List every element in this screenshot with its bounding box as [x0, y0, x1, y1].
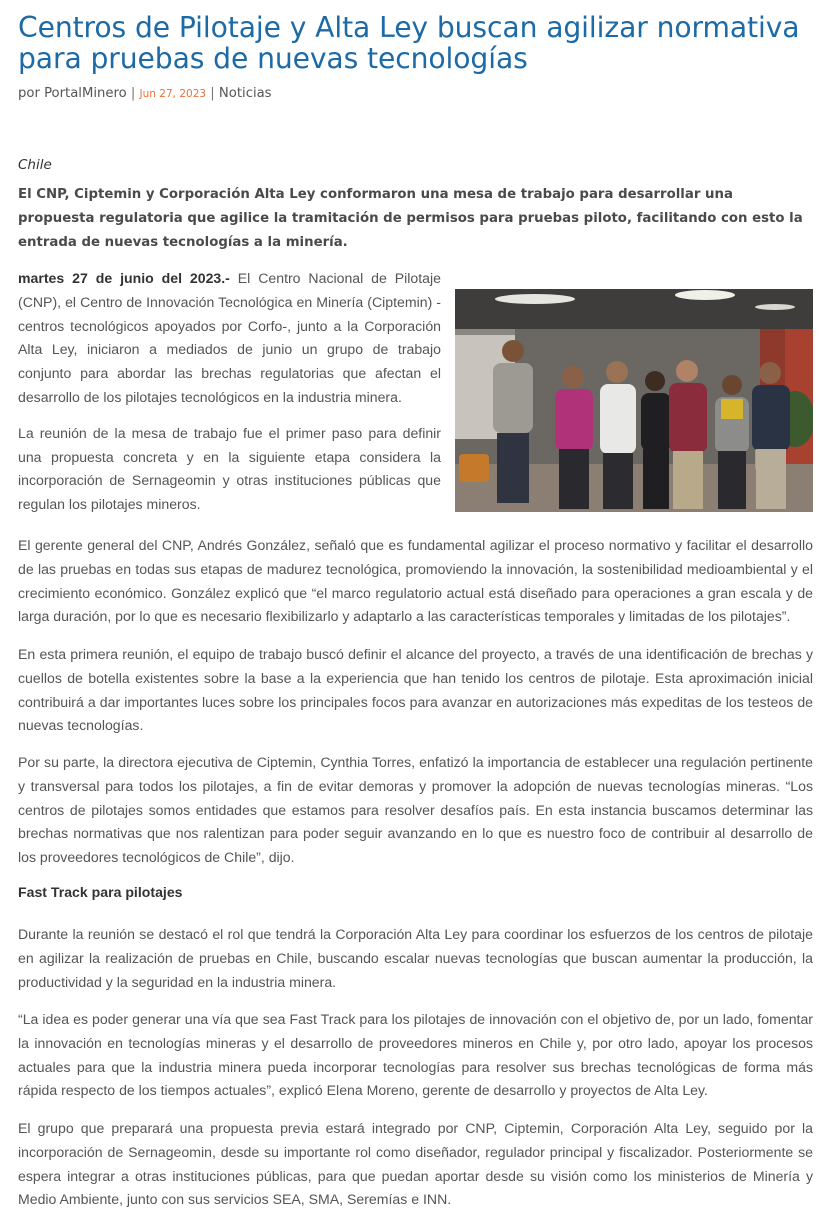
paragraph-8: El grupo que preparará una propuesta previa estará integrado por CNP, Ciptemin, Corporación Alta Ley, seguido por la incorporación de Sernageomin, desde su importante rol como diseñador, regulador principal y fiscalizador. Posteriormente se espera integrar a otras instituciones públicas, para que puedan aportar desde su visión como los ministerios de Minería y Medio Ambiente, junto con sus servicios SEA, SMA, Seremías e INN.: [18, 1120, 813, 1208]
article-location: Chile: [18, 157, 52, 173]
author-link[interactable]: PortalMinero: [44, 86, 127, 101]
meta-separator: |: [210, 86, 215, 101]
group-photo: [455, 289, 813, 512]
article-meta: [18, 86, 272, 101]
paragraph-6: Durante la reunión se destacó el rol que tendrá la Corporación Alta Ley para coordinar los esfuerzos de los centros de pilotaje en agilizar la realización de pruebas en Chile, buscando escalar nuevas tecnologías que buscan aumentar la producción, la productividad y la seguridad en la industria minera.: [18, 926, 813, 990]
dateline: martes 27 de junio del 2023.-: [18, 270, 230, 286]
paragraph-2: La reunión de la mesa de trabajo fue el primer paso para definir una propuesta concreta y en la siguiente etapa considera la incorporación de Sernageomin y otras instituciones públicas que regulan los pilotajes mineros.: [18, 424, 441, 513]
intro-block: [18, 267, 441, 529]
paragraph-7: “La idea es poder generar una vía que sea Fast Track para los pilotajes de innovación con el objetivo de, por un lado, fomentar la innovación en tecnologías mineras y el desarrollo de proveedores mineros en Chile y, por otro lado, apoyar los procesos actuales para que la industria minera pueda incorporar tecnologías para resolver sus brechas tecnológicas de forma más rápida respecto de los tiempos actuales”, explicó Elena Moreno, gerente de desarrollo y proyectos de Alta Ley.: [18, 1011, 813, 1099]
paragraph-5: Por su parte, la directora ejecutiva de Ciptemin, Cynthia Torres, enfatizó la importancia de establecer una regulación pertinente y transversal para todos los pilotajes, a fin de evitar demoras y promover la adopción de nuevas tecnologías mineras. “Los centros de pilotajes somos entidades que estamos para resolver desafíos país. En esta instancia buscamos determinar las brechas normativas que nos ralentizan para poder seguir avanzando en lo que es nuestro foco de contribuir al desarrollo de los proveedores tecnológicos de Chile”, dijo.: [18, 754, 813, 866]
article-lead: El CNP, Ciptemin y Corporación Alta Ley conformaron una mesa de trabajo para desarrollar una propuesta regulatoria que agilice la tramitación de permisos para pruebas piloto, facilitando con esto la entrada de nuevas tecnologías a la minería.: [18, 187, 803, 250]
paragraph-1-text: El Centro Nacional de Pilotaje (CNP), el Centro de Innovación Tecnológica en Minería (Ciptemin) -centros tecnológicos apoyados por Corfo-, junto a la Corporación Alta Ley, iniciaron a mediados de junio un grupo de trabajo conjunto para abordar las brechas regulatorias que afectan el desarrollo de los pilotajes tecnológicos en la industria minera.: [18, 270, 441, 405]
group-photo-illustration: [455, 289, 813, 512]
meta-separator: |: [130, 86, 136, 101]
paragraph-4: En esta primera reunión, el equipo de trabajo buscó definir el alcance del proyecto, a través de una identificación de brechas y cuellos de botella existentes sobre la base a la experiencia que han tenido los centros de pilotaje. Esta aproximación inicial contribuirá a dar importantes luces sobre los principales focos para avanzar en autorizaciones más expeditas de los testeos de nuevas tecnologías.: [18, 646, 813, 734]
subheading: Fast Track para pilotajes: [18, 884, 183, 900]
byline-prefix: por: [18, 86, 40, 101]
article-title: Centros de Pilotaje y Alta Ley buscan agilizar normativa para pruebas de nuevas tecnologías: [18, 11, 800, 75]
category-link[interactable]: Noticias: [218, 86, 272, 101]
paragraph-1: [18, 267, 441, 410]
publish-date: Jun 27, 2023: [139, 88, 207, 100]
paragraph-3: El gerente general del CNP, Andrés González, señaló que es fundamental agilizar el proceso normativo y facilitar el desarrollo de las pruebas en todas sus etapas de madurez tecnológica, promoviendo la innovación, la sostenibilidad medioambiental y el crecimiento económico. González explicó que “el marco regulatorio actual está diseñado para operaciones a gran escala y de larga duración, por lo que es necesario flexibilizarlo y adaptarlo a las características temporales y limitadas de los pilotajes”.: [18, 537, 813, 625]
